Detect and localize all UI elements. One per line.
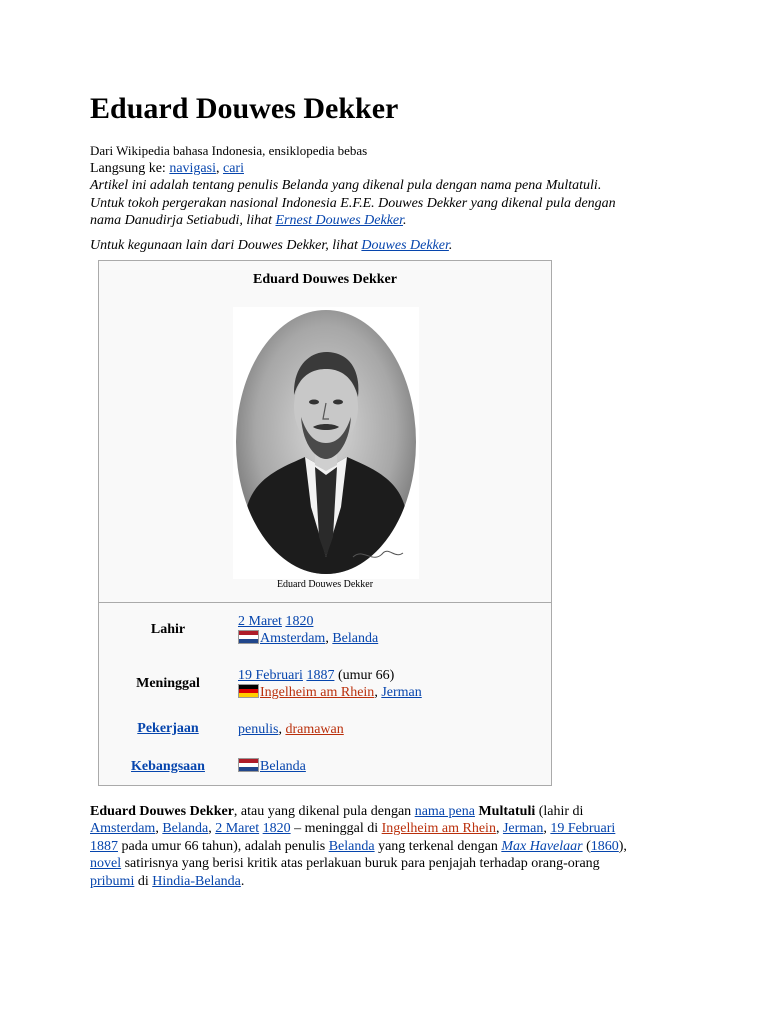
died-date-link[interactable]: 19 Februari: [238, 668, 303, 683]
text-fragment: , atau yang dikenal pula dengan: [233, 804, 415, 819]
paragraph-line-2: [90, 820, 690, 837]
disambiguation-end: .: [448, 238, 453, 253]
nationality-value: [238, 758, 306, 775]
born-place-value: Amsterdam, Belanda: [238, 630, 378, 647]
jump-separator: ,: [215, 161, 223, 176]
netherlands-flag-icon: [238, 758, 259, 772]
navigation-link[interactable]: navigasi: [169, 161, 216, 176]
text-fragment: – meninggal di: [290, 821, 382, 837]
belanda-link[interactable]: Belanda: [162, 821, 209, 837]
jump-prefix: Langsung ke:: [90, 161, 170, 176]
text-fragment: yang terkenal dengan: [374, 838, 502, 854]
paragraph-line-4: [90, 855, 690, 872]
max-havelaar-link[interactable]: Max Havelaar: [501, 838, 583, 854]
infobox-divider: [99, 602, 551, 603]
died-country-link[interactable]: Jerman: [381, 685, 422, 700]
hatnote-line-2: Untuk tokoh pergerakan nasional Indonesia E.F.E. Douwes Dekker yang dikenal pula dengan: [90, 196, 616, 211]
text-fragment: ,: [208, 821, 216, 837]
belanda-link-2[interactable]: Belanda: [328, 838, 375, 854]
hatnote-line-3: [90, 212, 407, 230]
disambiguation-prefix: Untuk kegunaan lain dari Douwes Dekker, lihat: [90, 238, 362, 253]
birth-date-link[interactable]: 2 Maret: [215, 821, 260, 837]
born-year-link[interactable]: 1820: [285, 614, 314, 629]
ernest-douwes-dekker-link[interactable]: Ernest Douwes Dekker: [275, 213, 404, 228]
nationality-link[interactable]: Belanda: [260, 759, 306, 774]
occupation-writer-link[interactable]: penulis: [238, 722, 279, 737]
infobox: [98, 260, 552, 786]
text-fragment: ,: [495, 821, 503, 837]
death-date-link[interactable]: 19 Februari: [550, 821, 616, 837]
died-place-value: Ingelheim am Rhein, Jerman: [238, 684, 422, 701]
text-fragment: (lahir di: [535, 804, 584, 819]
intro-paragraph: [90, 803, 690, 890]
germany-flag-icon: [238, 684, 259, 698]
netherlands-flag-icon: [238, 630, 259, 644]
died-age: (umur 66): [334, 668, 395, 683]
text-fragment: satirisnya yang berisi kritik atas perlakuan buruk para penjajah terhadap orang-orang: [121, 856, 600, 872]
occupation-playwright-link[interactable]: dramawan: [285, 722, 344, 737]
jerman-link[interactable]: Jerman: [502, 821, 544, 837]
pribumi-link[interactable]: pribumi: [90, 873, 135, 889]
born-country-link[interactable]: Belanda: [332, 631, 379, 646]
infobox-title: Eduard Douwes Dekker: [253, 272, 397, 287]
died-label: Meninggal: [136, 676, 200, 691]
born-date-value: [238, 613, 313, 630]
text-fragment: ),: [618, 838, 627, 854]
pen-name-link[interactable]: nama pena: [414, 804, 475, 819]
disambiguation-note: [90, 237, 452, 255]
jump-links: [90, 160, 244, 178]
died-year-link[interactable]: 1887: [306, 668, 335, 683]
paragraph-line-5: [90, 873, 690, 890]
death-year-link[interactable]: 1887: [90, 838, 118, 854]
occupation-value: penulis, dramawan: [238, 722, 344, 737]
text-fragment: .: [240, 873, 245, 889]
douwes-dekker-link[interactable]: Douwes Dekker: [361, 238, 449, 253]
novel-link[interactable]: novel: [90, 856, 122, 872]
year-1860-link[interactable]: 1860: [590, 838, 619, 854]
died-date-value: [238, 667, 394, 684]
text-fragment: ,: [543, 821, 551, 837]
text-fragment: pada umur 66 tahun), adalah penulis: [118, 838, 329, 854]
page-title: Eduard Douwes Dekker: [90, 92, 399, 125]
pen-name: Multatuli: [478, 804, 536, 819]
hatnote-line-1: Artikel ini adalah tentang penulis Belanda yang dikenal pula dengan nama pena Multatuli.: [90, 178, 602, 193]
subject-name: Eduard Douwes Dekker: [90, 804, 234, 819]
text-fragment: di: [134, 873, 153, 889]
born-label: Lahir: [150, 622, 186, 637]
source-line: Dari Wikipedia bahasa Indonesia, ensiklopedia bebas: [90, 143, 368, 158]
text-fragment: ,: [155, 821, 163, 837]
hatnote-prefix: nama Danudirja Setiabudi, lihat: [90, 213, 276, 228]
paragraph-line-3: [90, 838, 690, 855]
hindia-belanda-link[interactable]: Hindia-Belanda: [152, 873, 241, 889]
search-link[interactable]: cari: [222, 161, 244, 176]
occupation-label-link[interactable]: Pekerjaan: [137, 721, 199, 736]
died-city-link[interactable]: Ingelheim am Rhein: [260, 685, 375, 700]
portrait-image[interactable]: [233, 307, 419, 579]
ingelheim-link[interactable]: Ingelheim am Rhein: [381, 821, 496, 837]
portrait-caption: Eduard Douwes Dekker: [276, 579, 374, 590]
text-fragment: (: [582, 838, 591, 854]
born-date-link[interactable]: 2 Maret: [238, 614, 282, 629]
nationality-label-link[interactable]: Kebangsaan: [131, 759, 205, 774]
hatnote-end: .: [403, 213, 407, 228]
paragraph-line-1: [90, 803, 690, 820]
amsterdam-link[interactable]: Amsterdam: [90, 821, 156, 837]
born-city-link[interactable]: Amsterdam: [260, 631, 326, 646]
birth-year-link[interactable]: 1820: [262, 821, 291, 837]
